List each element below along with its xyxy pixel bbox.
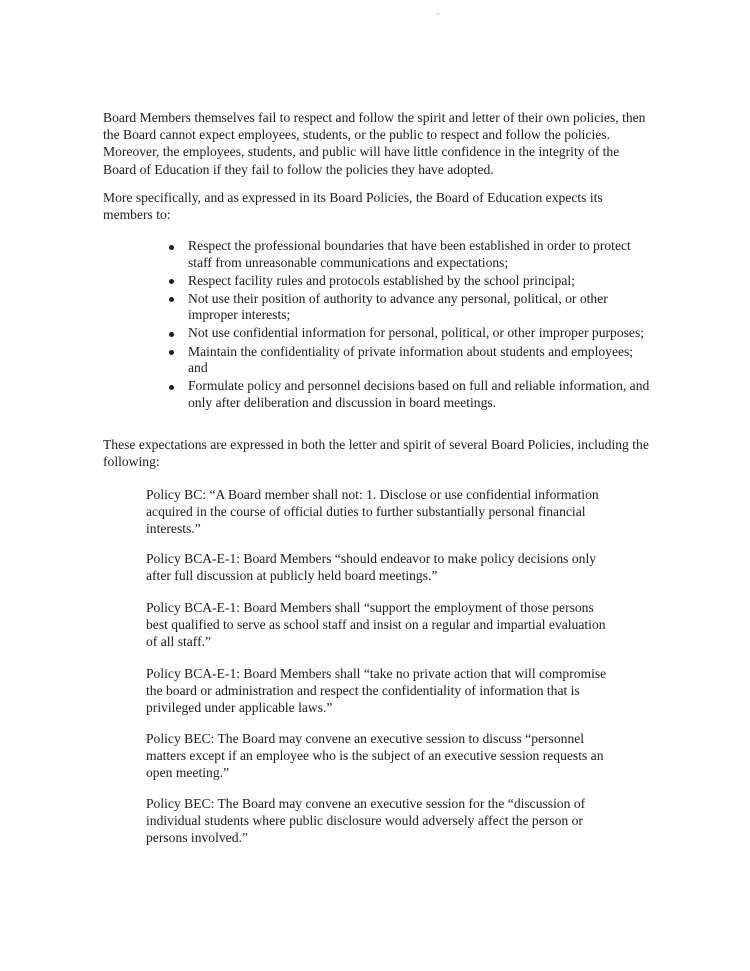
bullet-icon <box>169 279 174 284</box>
bullet-icon <box>169 385 174 390</box>
bullet-icon <box>169 332 174 337</box>
bullet-icon <box>169 350 174 355</box>
list-item <box>168 325 653 342</box>
policy-quote-bec-students: Policy BEC: The Board may convene an executive session for the “discussion of individual students where public disclosure would adversely affect the person or persons involved.” <box>146 796 586 846</box>
list-item-text: Not use confidential information for personal, political, or other improper purposes; <box>188 325 645 341</box>
policies-intro-paragraph: These expectations are expressed in both the letter and spirit of several Board Policies, including the following: <box>103 437 649 470</box>
expectations-bullet-list <box>168 238 653 413</box>
list-item <box>168 273 653 290</box>
bullet-icon <box>169 297 174 302</box>
policy-quote-bec-personnel: Policy BEC: The Board may convene an executive session to discuss “personnel matters except if an employee who is the subject of an executive session requests an open meeting.” <box>146 731 604 781</box>
list-item-text: Respect facility rules and protocols established by the school principal; <box>188 272 575 288</box>
list-item-text: Not use their position of authority to advance any personal, political, or other improper interests; <box>188 290 608 323</box>
list-item <box>168 238 653 271</box>
intro-paragraph: Board Members themselves fail to respect and follow the spirit and letter of their own policies, then the Board cannot expect employees, students, or the public to respect and follow the policies. Moreover, the employees, students, and public will have little confidence in the integrity of the Board of Education if they fail to follow the policies they have adopted. <box>103 110 646 177</box>
list-item-text: Maintain the confidentiality of private information about students and employees; and <box>188 343 634 376</box>
policy-quote-bc: Policy BC: “A Board member shall not: 1. Disclose or use confidential information acquired in the course of official duties to further substantially personal financial interests.” <box>146 487 599 537</box>
list-item-text: Respect the professional boundaries that have been established in order to protect staff from unreasonable communications and expectations; <box>188 238 631 270</box>
policy-quote-bca-e-1-staff: Policy BCA-E-1: Board Members shall “support the employment of those persons best qualified to serve as school staff and insist on a regular and impartial evaluation of all staff.” <box>146 600 606 650</box>
bullet-icon <box>169 245 174 250</box>
list-item <box>168 291 653 324</box>
list-item-text: Formulate policy and personnel decisions based on full and reliable information, and only after deliberation and discussion in board meetings. <box>188 378 650 410</box>
policy-quote-bca-e-1-confidentiality: Policy BCA-E-1: Board Members shall “take no private action that will compromise the board or administration and respect the confidentiality of information that is privileged under applicable laws.” <box>146 666 607 716</box>
policy-quote-bca-e-1-decisions: Policy BCA-E-1: Board Members “should endeavor to make policy decisions only after full discussion at publicly held board meetings.” <box>146 551 597 584</box>
list-item <box>168 344 653 377</box>
list-item <box>168 378 653 411</box>
scan-artifact-mark <box>436 12 442 18</box>
expectations-intro-paragraph: More specifically, and as expressed in its Board Policies, the Board of Education expects its members to: <box>103 190 603 223</box>
